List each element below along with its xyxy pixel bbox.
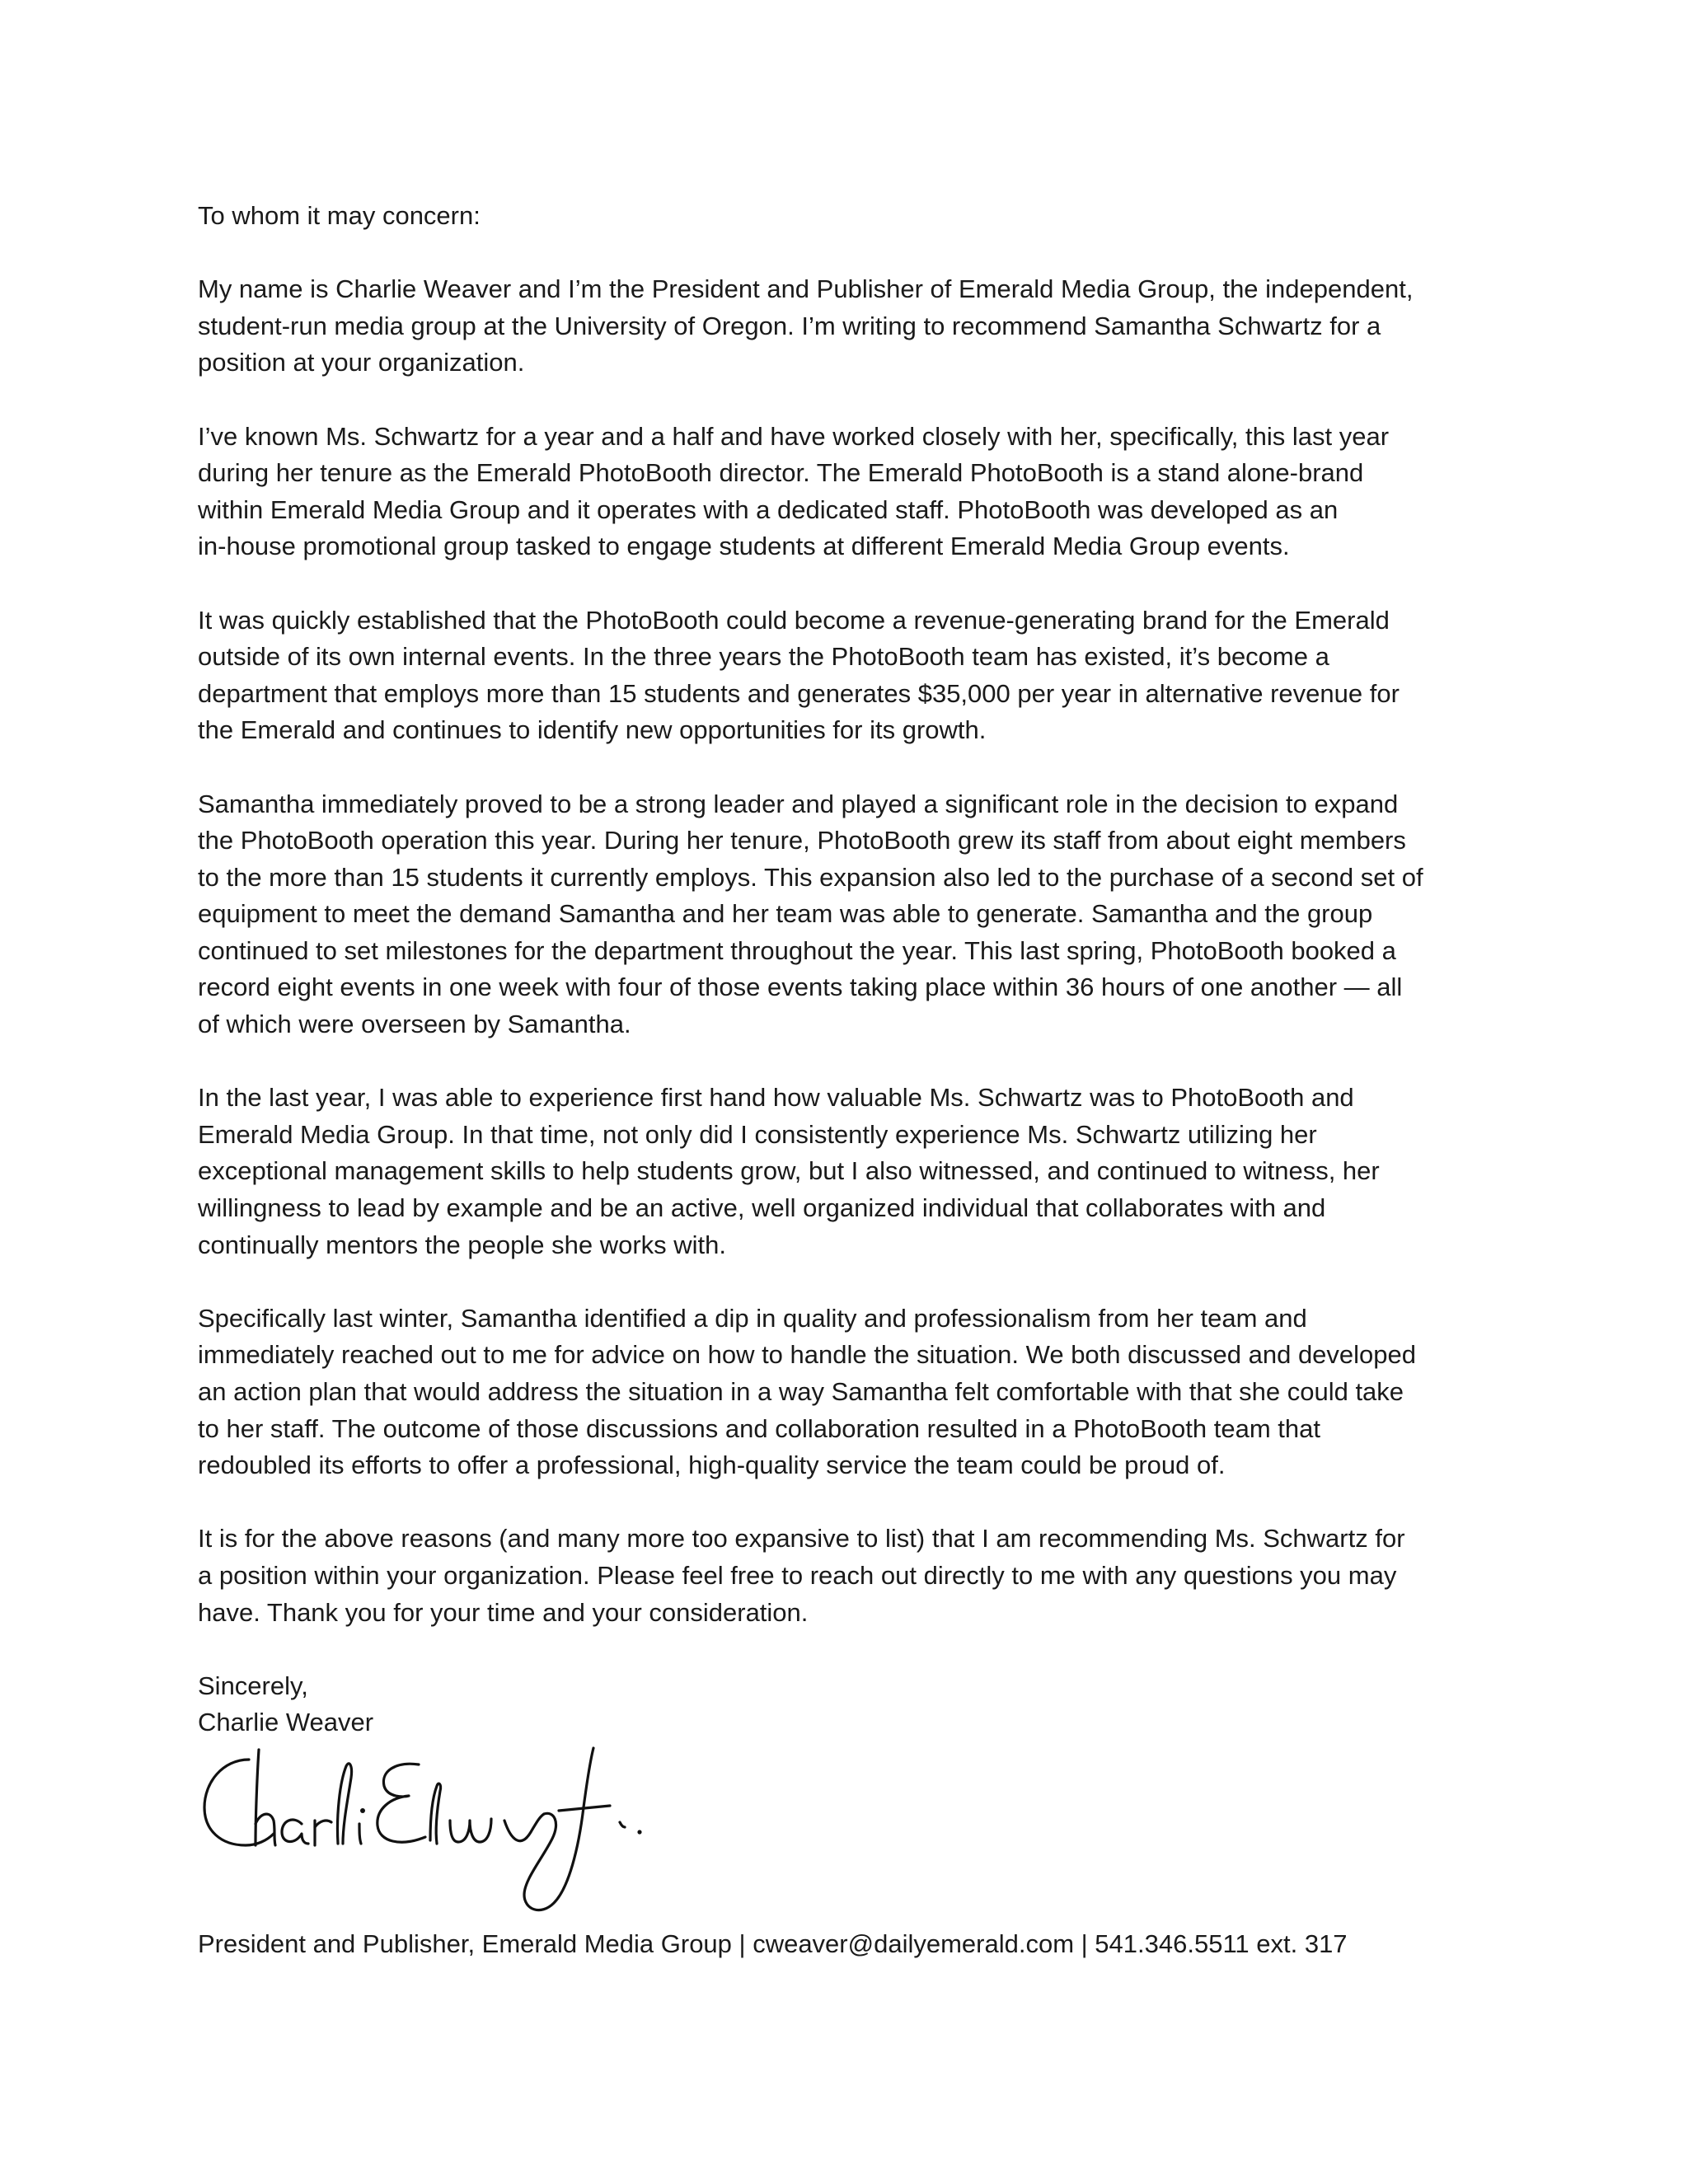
letter-body: [198, 198, 1533, 1963]
paragraph-intro: My name is Charlie Weaver and I’m the President and Publisher of Emerald Media Group, the independent, student-run media group at the University of Oregon. I’m writing to recommend Samantha Schwartz for a position at your organization.: [198, 274, 1414, 377]
handwritten-signature: [198, 1741, 692, 1923]
paragraph-recommendation: It is for the above reasons (and many more too expansive to list) that I am recommending Ms. Schwartz for a position within your organization. Please feel free to reach out directly to me with any questions you may have. Thank you for your time and your consideration.: [198, 1524, 1405, 1627]
closing: Sincerely,: [198, 1671, 308, 1700]
paragraph-experience: In the last year, I was able to experience first hand how valuable Ms. Schwartz was to PhotoBooth and Emerald Media Group. In that time, not only did I consistently experience Ms. Schwartz utilizing her exceptional management skills to help students grow, but I also witnessed, and continued to witness, her willingness to lead by example and be an active, well organized individual that collaborates with and continually mentors the people she works with.: [198, 1083, 1380, 1259]
paragraph-winter-example: Specifically last winter, Samantha identified a dip in quality and professionalism from her team and immediately reached out to me for advice on how to handle the situation. We both discussed and developed an action plan that would address the situation in a way Samantha felt comfortable with that she could take to her staff. The outcome of those discussions and collaboration resulted in a PhotoBooth team that redoubled its efforts to offer a professional, high-quality service the team could be proud of.: [198, 1303, 1417, 1480]
signer-contact-line: President and Publisher, Emerald Media Group | cweaver@dailyemerald.com | 541.346.5511 ext. 317: [198, 1929, 1348, 1958]
paragraph-acquaintance: I’ve known Ms. Schwartz for a year and a half and have worked closely with her, specifically, this last year during her tenure as the Emerald PhotoBooth director. The Emerald PhotoBooth is a stand alone-brand within Emerald Media Group and it operates with a dedicated staff. PhotoBooth was developed as an in-house promotional group tasked to engage students at different Emerald Media Group events.: [198, 421, 1390, 561]
signer-name: Charlie Weaver: [198, 1708, 374, 1737]
paragraph-photobooth-revenue: It was quickly established that the PhotoBooth could become a revenue-generating brand for the Emerald outside of its own internal events. In the three years the PhotoBooth team has existed, it’s become a department that employs more than 15 students and generates $35,000 per year in alternative revenue for the Emerald and continues to identify new opportunities for its growth.: [198, 605, 1400, 745]
salutation: To whom it may concern:: [198, 201, 481, 230]
paragraph-leadership: Samantha immediately proved to be a strong leader and played a significant role in the decision to expand the PhotoBooth operation this year. During her tenure, PhotoBooth grew its staff from about eight members to the more than 15 students it currently employs. This expansion also led to the purchase of a second set of equipment to meet the demand Samantha and her team was able to generate. Samantha and the group continued to set milestones for the department throughout the year. This last spring, PhotoBooth booked a record eight events in one week with four of those events taking place within 36 hours of one another — all of which were overseen by Samantha.: [198, 789, 1423, 1039]
